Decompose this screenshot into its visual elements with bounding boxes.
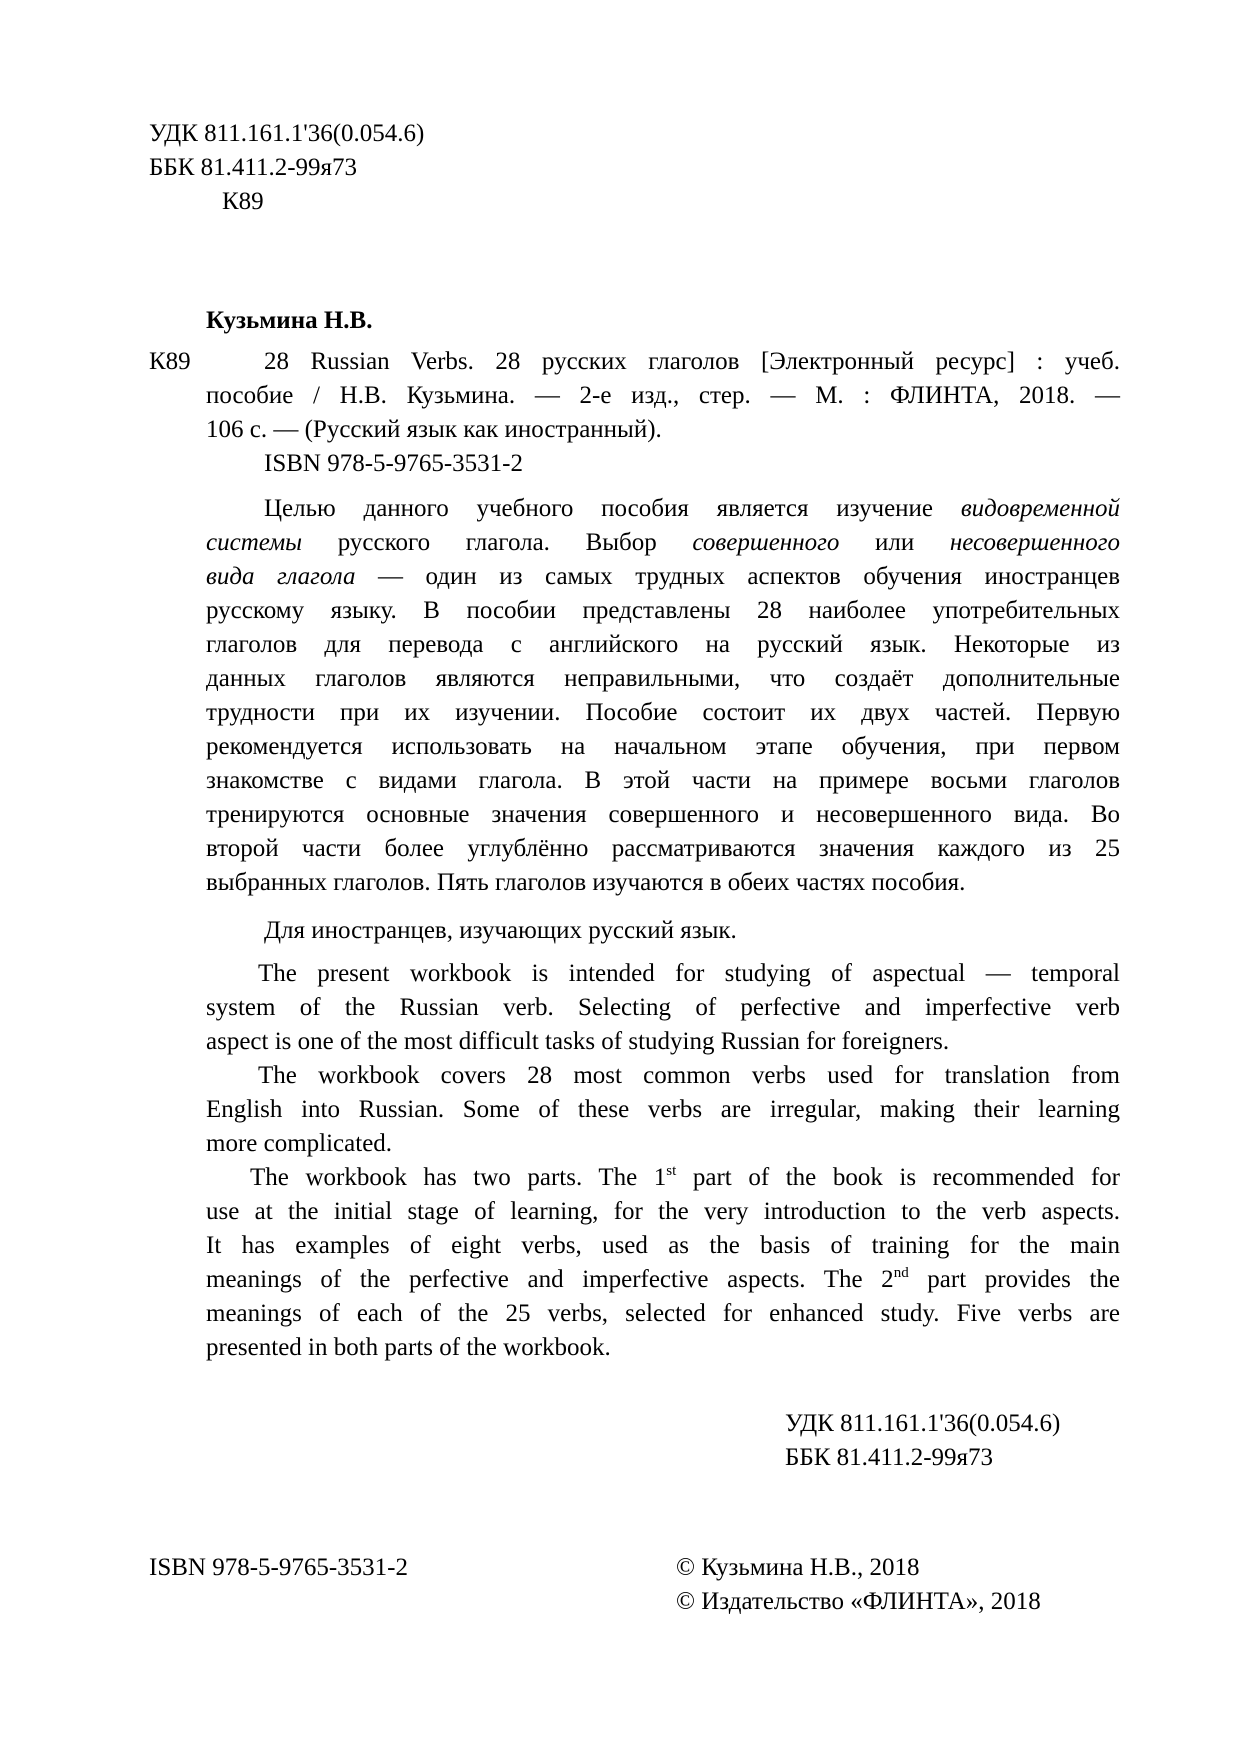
abstract-en-line: The present workbook is intended for studying of aspectual — temporal <box>258 960 1120 987</box>
abstract-line: трудности при их изучении. Пособие состоит их двух частей. Первую <box>206 699 1120 726</box>
abstract-line: выбранных глаголов. Пять глаголов изучаются в обеих частях пособия. <box>206 869 966 896</box>
abstract-line <box>206 560 1120 594</box>
abstract-text: Целью данного учебного пособия является изучение <box>264 495 961 522</box>
abstract-line <box>206 526 1120 560</box>
bbk-code: ББК 81.411.2-99я73 <box>785 1444 994 1471</box>
udc-classification-bottom <box>785 1407 1060 1475</box>
abstract-italic-term: видовременной <box>960 495 1120 522</box>
bib-line: пособие / Н.В. Кузьмина. — 2-е изд., стер. — М. : ФЛИНТА, 2018. — <box>206 382 1120 409</box>
abstract-english <box>206 957 1120 1365</box>
target-audience: Для иностранцев, изучающих русский язык. <box>264 917 737 944</box>
abstract-russian <box>206 492 1120 900</box>
abstract-en-line: use at the initial stage of learning, for the very introduction to the verb aspects. <box>206 1198 1120 1225</box>
abstract-en-text: part provides the <box>908 1266 1120 1293</box>
abstract-en-line: presented in both parts of the workbook. <box>206 1334 611 1361</box>
abstract-line: глаголов для перевода с английского на русский язык. Некоторые из <box>206 631 1120 658</box>
abstract-line: русскому языку. В пособии представлены 28 наиболее употребительных <box>206 597 1120 624</box>
abstract-line: тренируются основные значения совершенного и несовершенного вида. Во <box>206 801 1120 828</box>
abstract-text: русского глагола. Выбор <box>302 529 693 556</box>
abstract-italic-term: системы <box>206 529 303 556</box>
isbn-bottom: ISBN 978-5-9765-3531-2 <box>149 1554 409 1581</box>
isbn-line: ISBN 978-5-9765-3531-2 <box>264 450 524 477</box>
copyright-author: © Кузьмина Н.В., 2018 <box>676 1554 920 1581</box>
abstract-en-line: It has examples of eight verbs, used as the basis of training for the main <box>206 1232 1120 1259</box>
author-mark-side: К89 <box>149 348 191 375</box>
copyright-publisher: © Издательство «ФЛИНТА», 2018 <box>676 1588 1041 1615</box>
abstract-line: знакомстве с видами глагола. В этой части на примере восьми глаголов <box>206 767 1120 794</box>
ordinal-suffix: st <box>666 1163 677 1179</box>
copyright-notice <box>676 1551 1041 1619</box>
abstract-en-line: meanings of each of the 25 verbs, selected for enhanced study. Five verbs are <box>206 1300 1120 1327</box>
abstract-en-text: part of the book is recommended for <box>676 1164 1120 1191</box>
abstract-line: данных глаголов являются неправильными, что создаёт дополнительные <box>206 665 1120 692</box>
abstract-text: или <box>839 529 950 556</box>
abstract-line: второй части более углублённо рассматриваются значения каждого из 25 <box>206 835 1120 862</box>
abstract-en-text: The workbook has two parts. The 1 <box>250 1164 667 1191</box>
ordinal-suffix: nd <box>893 1265 909 1281</box>
abstract-en-line <box>206 1263 1120 1297</box>
abstract-en-line: The workbook covers 28 most common verbs used for translation from <box>258 1062 1120 1089</box>
abstract-en-line: English into Russian. Some of these verbs are irregular, making their learning <box>206 1096 1120 1123</box>
bibliographic-description <box>206 345 1120 447</box>
abstract-italic-term: совершенного <box>692 529 840 556</box>
abstract-line <box>206 492 1120 526</box>
abstract-en-line: aspect is one of the most difficult tasks of studying Russian for foreigners. <box>206 1028 950 1055</box>
udc-classification-top <box>149 117 424 219</box>
author-mark: К89 <box>222 188 264 215</box>
abstract-line: рекомендуется использовать на начальном этапе обучения, при первом <box>206 733 1120 760</box>
abstract-en-line <box>206 1161 1120 1195</box>
abstract-en-line: more complicated. <box>206 1130 393 1157</box>
abstract-text: — один из самых трудных аспектов обучения иностранцев <box>355 563 1120 590</box>
abstract-italic-term: несовершенного <box>949 529 1120 556</box>
bib-line: 106 с. — (Русский язык как иностранный). <box>206 416 662 443</box>
abstract-italic-term: вида глагола <box>206 563 356 590</box>
bib-line: 28 Russian Verbs. 28 русских глаголов [Электронный ресурс] : учеб. <box>264 348 1120 375</box>
abstract-en-line: system of the Russian verb. Selecting of perfective and imperfective verb <box>206 994 1120 1021</box>
bbk-code: ББК 81.411.2-99я73 <box>149 154 358 181</box>
abstract-en-text: meanings of the perfective and imperfective aspects. The 2 <box>206 1266 894 1293</box>
udk-code: УДК 811.161.1'36(0.054.6) <box>149 120 425 147</box>
udk-code: УДК 811.161.1'36(0.054.6) <box>785 1410 1061 1437</box>
author-name: Кузьмина Н.В. <box>206 307 373 334</box>
